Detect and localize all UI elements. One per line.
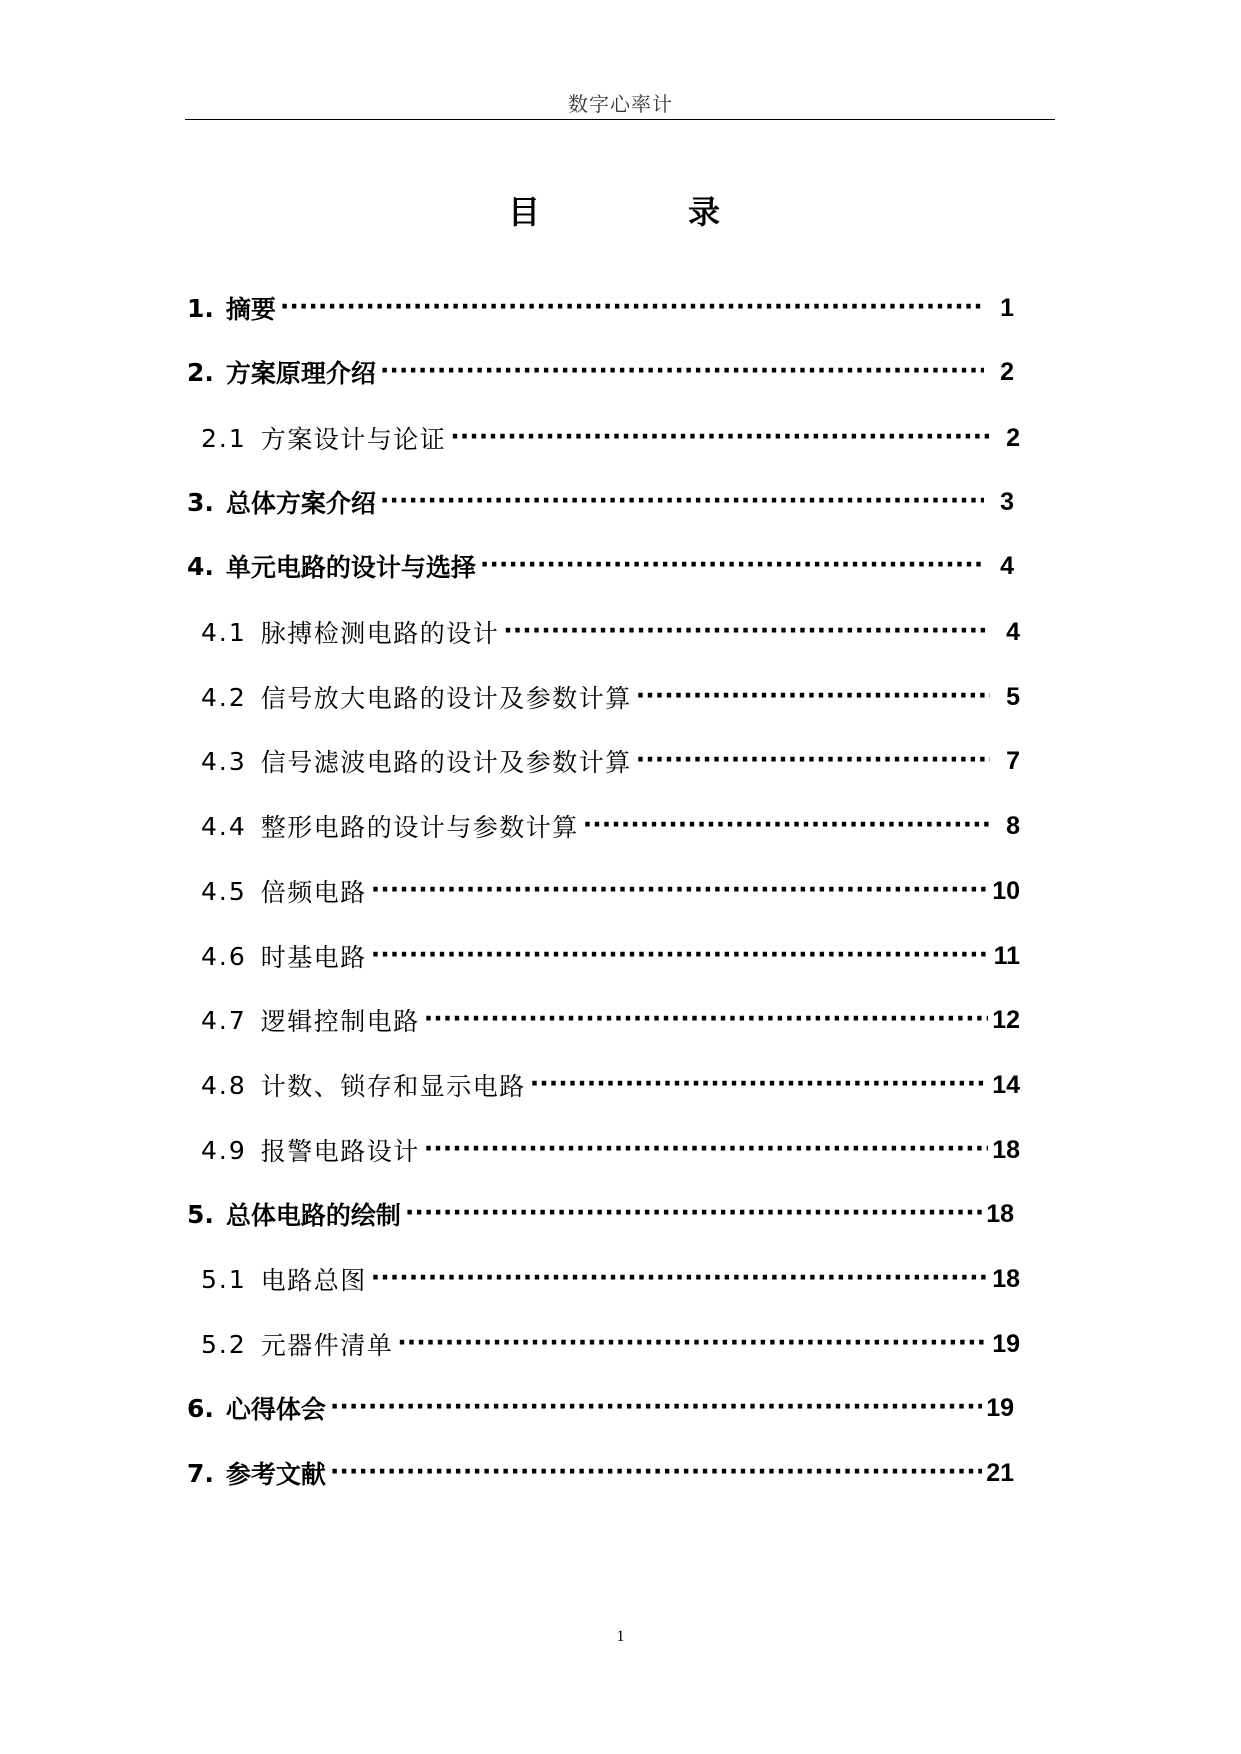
toc-entry-label: 电路总图 [260,1266,367,1295]
toc-entry-number: 4.9 [201,1135,247,1165]
toc-entry-number: 5. [187,1199,214,1229]
toc-entry-page: 12 [992,1005,1020,1034]
toc-entry-number: 4.7 [201,1005,247,1035]
toc-entry-number: 7. [187,1458,214,1488]
toc-entry-page: 4 [1006,617,1020,646]
toc-entry-label: 心得体会 [225,1395,326,1424]
toc-entry-number: 4.8 [201,1070,247,1100]
toc-dot-leader [280,288,984,328]
toc-entry-page: 2 [1000,357,1014,386]
toc-entry-label: 脉搏检测电路的设计 [260,619,500,648]
toc-entry[interactable] [187,1388,1014,1428]
toc-dot-leader [371,936,990,976]
toc-dot-leader [330,1453,982,1493]
toc-dot-leader [530,1065,988,1105]
toc-dot-leader [424,1000,988,1040]
toc-dot-leader [371,871,988,911]
toc-entry-label: 报警电路设计 [260,1137,420,1166]
toc-entry-number: 3. [187,487,214,517]
toc-dot-leader [397,1324,988,1364]
toc-entry-page: 14 [992,1070,1020,1099]
header-rule [185,119,1055,120]
toc-entry-page: 18 [992,1264,1020,1293]
toc-entry[interactable] [187,288,1014,328]
toc-entry-page: 1 [1000,293,1014,322]
toc-title-right: 录 [688,193,721,231]
toc-entry[interactable] [201,677,1020,717]
toc-entry-label: 计数、锁存和显示电路 [260,1072,526,1101]
toc-entry[interactable] [201,871,1020,911]
toc-dot-leader [480,546,984,586]
toc-entry-label: 参考文献 [225,1460,326,1489]
toc-entry-number: 1. [187,293,214,323]
toc-entry[interactable] [201,936,1020,976]
toc-dot-leader [583,806,990,846]
toc-entry-number: 5.1 [201,1264,247,1294]
toc-entry-page: 2 [1006,423,1020,452]
toc-entry-page: 8 [1006,811,1020,840]
toc-entry[interactable] [201,612,1020,652]
toc-entry-number: 4.4 [201,811,247,841]
toc-entry-number: 2.1 [201,423,247,453]
toc-entry[interactable] [201,1324,1020,1364]
toc-dot-leader [380,482,984,522]
toc-entry-number: 4.2 [201,682,247,712]
toc-entry-label: 时基电路 [260,943,367,972]
toc-entry-label: 总体电路的绘制 [225,1201,401,1230]
toc-entry-label: 倍频电路 [260,878,367,907]
toc-entry-label: 总体方案介绍 [225,489,376,518]
toc-entry[interactable] [201,418,1020,458]
toc-entry-label: 摘要 [225,295,276,324]
toc-dot-leader [503,612,990,652]
toc-entry-page: 7 [1006,746,1020,775]
toc-entry[interactable] [201,1065,1020,1105]
toc-entry-label: 整形电路的设计与参数计算 [260,813,579,842]
toc-entry-label: 单元电路的设计与选择 [225,553,476,582]
toc-entry[interactable] [187,1194,1014,1234]
toc-entry[interactable] [201,806,1020,846]
toc-entry-page: 5 [1006,682,1020,711]
toc-entry-number: 4.1 [201,617,247,647]
toc-entry[interactable] [187,482,1014,522]
toc-entry-page: 10 [992,876,1020,905]
toc-entry[interactable] [187,1453,1014,1493]
toc-entry-page: 3 [1000,487,1014,516]
toc-entry[interactable] [201,1000,1020,1040]
toc-entry-number: 4.3 [201,746,247,776]
toc-entry-page: 18 [992,1135,1020,1164]
toc-entry-page: 19 [986,1393,1014,1422]
toc-entry-page: 21 [986,1458,1014,1487]
toc-entry-number: 2. [187,357,214,387]
toc-entry-label: 元器件清单 [260,1331,394,1360]
toc-dot-leader [636,741,990,781]
toc-entry-label: 方案设计与论证 [260,425,447,454]
toc-entry[interactable] [187,546,1014,586]
toc-entry-page: 18 [986,1199,1014,1228]
toc-entry-number: 5.2 [201,1329,247,1359]
toc-entry-number: 6. [187,1393,214,1423]
running-header: 数字心率计 [568,92,673,116]
toc-dot-leader [380,352,984,392]
toc-entry[interactable] [201,741,1020,781]
toc-title-left: 目 [508,193,541,231]
toc-dot-leader [371,1259,988,1299]
toc-entry-label: 方案原理介绍 [225,359,376,388]
toc-entry-number: 4. [187,551,214,581]
toc-entry-label: 信号放大电路的设计及参数计算 [260,684,632,713]
toc-entry-label: 信号滤波电路的设计及参数计算 [260,748,632,777]
toc-entry-page: 11 [993,941,1020,970]
toc-entry-page: 4 [1000,551,1014,580]
toc-dot-leader [405,1194,982,1234]
page-number: 1 [616,1628,625,1645]
toc-entry-page: 19 [992,1329,1020,1358]
toc-entry[interactable] [187,352,1014,392]
toc-dot-leader [636,677,990,717]
toc-dot-leader [424,1130,988,1170]
toc-dot-leader [450,418,990,458]
toc-entry-label: 逻辑控制电路 [260,1007,420,1036]
toc-entry[interactable] [201,1130,1020,1170]
toc-dot-leader [330,1388,982,1428]
toc-entry-number: 4.6 [201,941,247,971]
toc-entry[interactable] [201,1259,1020,1299]
toc-entry-number: 4.5 [201,876,247,906]
